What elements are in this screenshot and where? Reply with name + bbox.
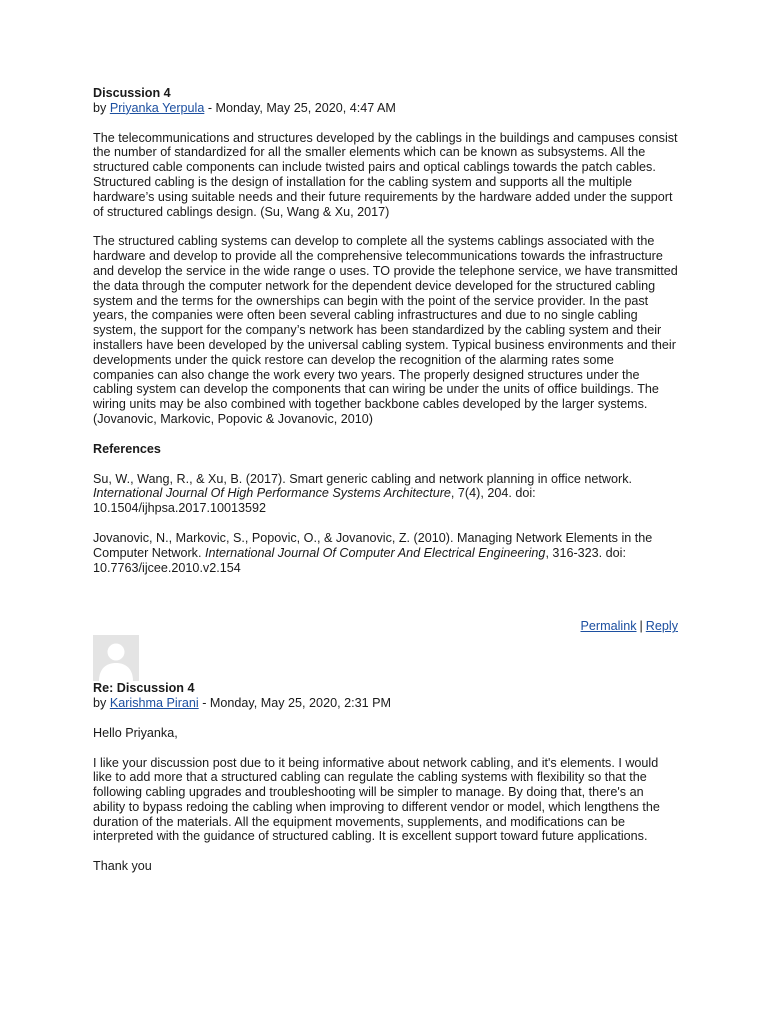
reply-byline [93, 696, 678, 711]
post-actions [93, 619, 678, 634]
reference-authors: Su, W., Wang, R., & Xu, B. (2017). Smart generic cabling and network planning in office network. [93, 471, 633, 486]
reference-item [93, 531, 678, 575]
reply-body: I like your discussion post due to it being informative about network cabling, and it's elements. I would like to add more that a structured cabling can regulate the cabling systems with flexibility so that the following cabling upgrades and troubleshooting will be simpler to manage. By doing that, there's an ability to bypass redoing the cabling when improving to different vendor or model, which lengthens the duration of the materials. All the equipment movements, supplements, and modifications can be interpreted with the guidance of structured cabling. It is excellent support toward future applications. [93, 755, 660, 844]
reply-title: Re: Discussion 4 [93, 681, 195, 696]
reference-journal: International Journal Of High Performance Systems Architecture [93, 486, 451, 501]
reference-journal: International Journal Of Computer And Electrical Engineering [204, 545, 546, 560]
reply-greeting: Hello Priyanka, [93, 725, 178, 740]
post-byline [93, 101, 678, 116]
post-paragraph-2: The structured cabling systems can develop to complete all the systems cablings associated with the hardware and develop to provide all the comprehensive telecommunications towards the infrastructure and develop the service in the wide range o uses. TO provide the telephone service, we have transmitted the data through the computer network for the dependent device developed for the structured cabling system and the terms for the ownerships can begin with the point of the service provider. In the past years, the companies were often been several cabling infrastructures and due to no single cabling system, the support for the company’s network has been standardized by the cabling system and their installers have been developed by the universal cabling system. Typical business environments and their developments under the quick restore can develop the recognition of the alarming rates some companies can also change the work every two years. The properly designed structures under the cabling system can develop the components that can wiring be under the units of office buildings. The wiring units may be also combined with together backbone cables developed by the larger systems. (Jovanovic, Markovic, Popovic & Jovanovic, 2010) [93, 234, 678, 426]
byline-prefix: by [93, 695, 110, 710]
author-link[interactable]: Karishma Pirani [109, 695, 199, 710]
author-link[interactable]: Priyanka Yerpula [109, 100, 205, 115]
reply-link[interactable]: Reply [645, 619, 678, 634]
reply-closing: Thank you [93, 859, 152, 874]
reply-date: - Monday, May 25, 2020, 2:31 PM [198, 695, 391, 710]
original-post [93, 86, 678, 634]
post-title: Discussion 4 [93, 86, 171, 100]
avatar[interactable] [93, 635, 139, 681]
reference-authors: Jovanovic, N., Markovic, S., Popovic, O., & Jovanovic, Z. (2010). Managing Network Elements in the Computer Network. [93, 530, 653, 560]
byline-prefix: by [93, 100, 110, 115]
permalink-link[interactable]: Permalink [580, 619, 637, 634]
reference-details: , 7(4), 204. doi: 10.1504/ijhpsa.2017.10013592 [93, 486, 536, 516]
references-heading: References [93, 441, 161, 456]
post-paragraph-1: The telecommunications and structures developed by the cablings in the buildings and campuses consist the number of standardized for all the smaller elements which can be known as subsystems. All the structured cable components can include twisted pairs and optical cablings towards the patch cables. Structured cabling is the design of installation for the cabling system and supports all the multiple hardware’s using suitable needs and their future requirements by the hardware added under the support of structured cablings design. (Su, Wang & Xu, 2017) [93, 130, 678, 219]
discussion-thread [93, 86, 678, 874]
reference-item [93, 472, 678, 516]
default-user-avatar-icon [93, 635, 139, 681]
actions-separator: | [639, 619, 643, 634]
reply-post [93, 635, 678, 874]
post-date: - Monday, May 25, 2020, 4:47 AM [204, 100, 396, 115]
reference-details: , 316-323. doi: 10.7763/ijcee.2010.v2.154 [93, 545, 626, 575]
